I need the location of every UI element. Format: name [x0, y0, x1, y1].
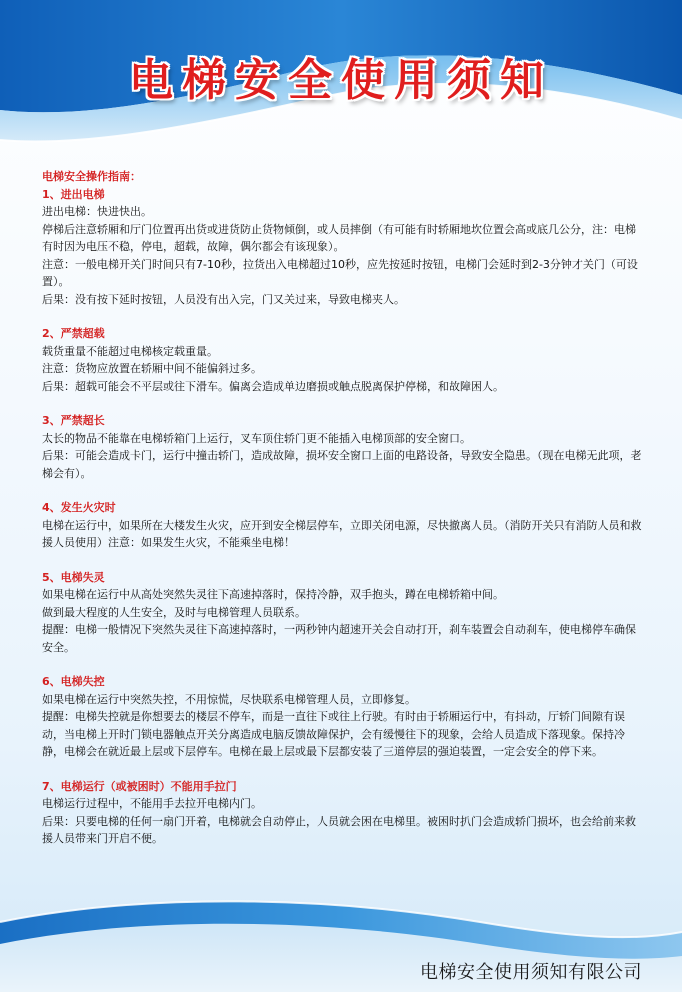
- section-line: 后果：可能会造成卡门，运行中撞击轿门，造成故障，损坏安全窗口上面的电路设备，导致安全隐患。（现在电梯无此项，老梯会有）。: [42, 449, 642, 480]
- section-heading: 1、进出电梯: [42, 187, 105, 201]
- section-1: [42, 186, 642, 309]
- section-line: 太长的物品不能靠在电梯轿箱门上运行，叉车顶住轿门更不能插入电梯顶部的安全窗口。: [42, 431, 471, 445]
- intro-heading: 电梯安全操作指南：: [42, 170, 141, 183]
- section-line: 进出电梯：快进快出。: [42, 205, 152, 218]
- section-line: 电梯在运行中，如果所在大楼发生火灾，应开到安全梯层停车，立即关闭电源，尽快撤离人员。（消防开关只有消防人员和救援人员使用）注意：如果发生火灾，不能乘坐电梯！: [42, 518, 642, 549]
- section-line: 后果：只要电梯的任何一扇门开着，电梯就会自动停止，人员就会困在电梯里。被困时扒门会造成轿门损坏，也会给前来救援人员带来门开启不便。: [42, 814, 636, 845]
- section-heading: 2、严禁超载: [42, 327, 105, 340]
- section-line: 注意：货物应放置在轿厢中间不能偏斜过多。: [42, 362, 262, 375]
- section-line: 如果电梯在运行中从高处突然失灵往下高速掉落时，保持冷静，双手抱头，蹲在电梯轿箱中间。: [42, 588, 504, 601]
- section-4: [42, 499, 642, 552]
- section-heading: 6、电梯失控: [42, 675, 105, 688]
- section-line: 电梯运行过程中，不能用手去拉开电梯内门。: [42, 797, 262, 810]
- section-line: 后果：没有按下延时按钮，人员没有出入完，门又关过来，导致电梯夹人。: [42, 292, 405, 306]
- section-heading: 7、电梯运行（或被困时）不能用手拉门: [42, 779, 237, 793]
- section-2: [42, 325, 642, 395]
- section-line: 注意：一般电梯开关门时间只有7-10秒，拉货出入电梯超过10秒，应先按延时按钮，电梯门会延时到2-3分钟才关门（可设置）。: [42, 257, 638, 288]
- section-heading: 4、发生火灾时: [42, 501, 116, 514]
- section-line: 后果：超载可能会不平层或往下滑车。偏离会造成单边磨损或触点脱离保护停梯，和故障困人。: [42, 379, 504, 393]
- content-body: [42, 168, 642, 848]
- section-line: 提醒：电梯一般情况下突然失灵往下高速掉落时，一两秒钟内超速开关会自动打开，刹车装置会自动刹车，使电梯停车确保安全。: [42, 623, 636, 654]
- section-6: [42, 673, 642, 761]
- poster-title: 电梯安全使用须知: [129, 55, 553, 106]
- section-line: 提醒：电梯失控就是你想要去的楼层不停车，而是一直往下或往上行驶。有时由于轿厢运行中，有抖动，厅轿门间隙有误动，当电梯上开时门锁电器触点开关分离造成电脑反馈故障保护，会有缓慢往下的现象，会给人员造成下落现象。保持冷静，电梯会在就近最上层或下层停车。电梯在最上层或最下层都安装了三道停层的强迫装置，一定会安全的停下来。: [42, 710, 625, 758]
- section-3: [42, 412, 642, 482]
- section-line: 载货重量不能超过电梯核定载重量。: [42, 344, 218, 358]
- section-heading: 3、严禁超长: [42, 414, 105, 427]
- section-line: 停梯后注意轿厢和厅门位置再出货或进货防止货物倾倒，或人员摔倒（有可能有时轿厢地坎位置会高或底几公分，注：电梯有时因为电压不稳，停电，超载，故障，偶尔都会有该现象）。: [42, 222, 636, 253]
- section-line: 做到最大程度的人生安全，及时与电梯管理人员联系。: [42, 605, 306, 619]
- footer-company: 电梯安全使用须知有限公司: [420, 962, 642, 983]
- section-heading: 5、电梯失灵: [42, 570, 105, 584]
- section-7: [42, 778, 642, 848]
- section-5: [42, 569, 642, 657]
- section-line: 如果电梯在运行中突然失控，不用惊慌，尽快联系电梯管理人员，立即修复。: [42, 692, 416, 706]
